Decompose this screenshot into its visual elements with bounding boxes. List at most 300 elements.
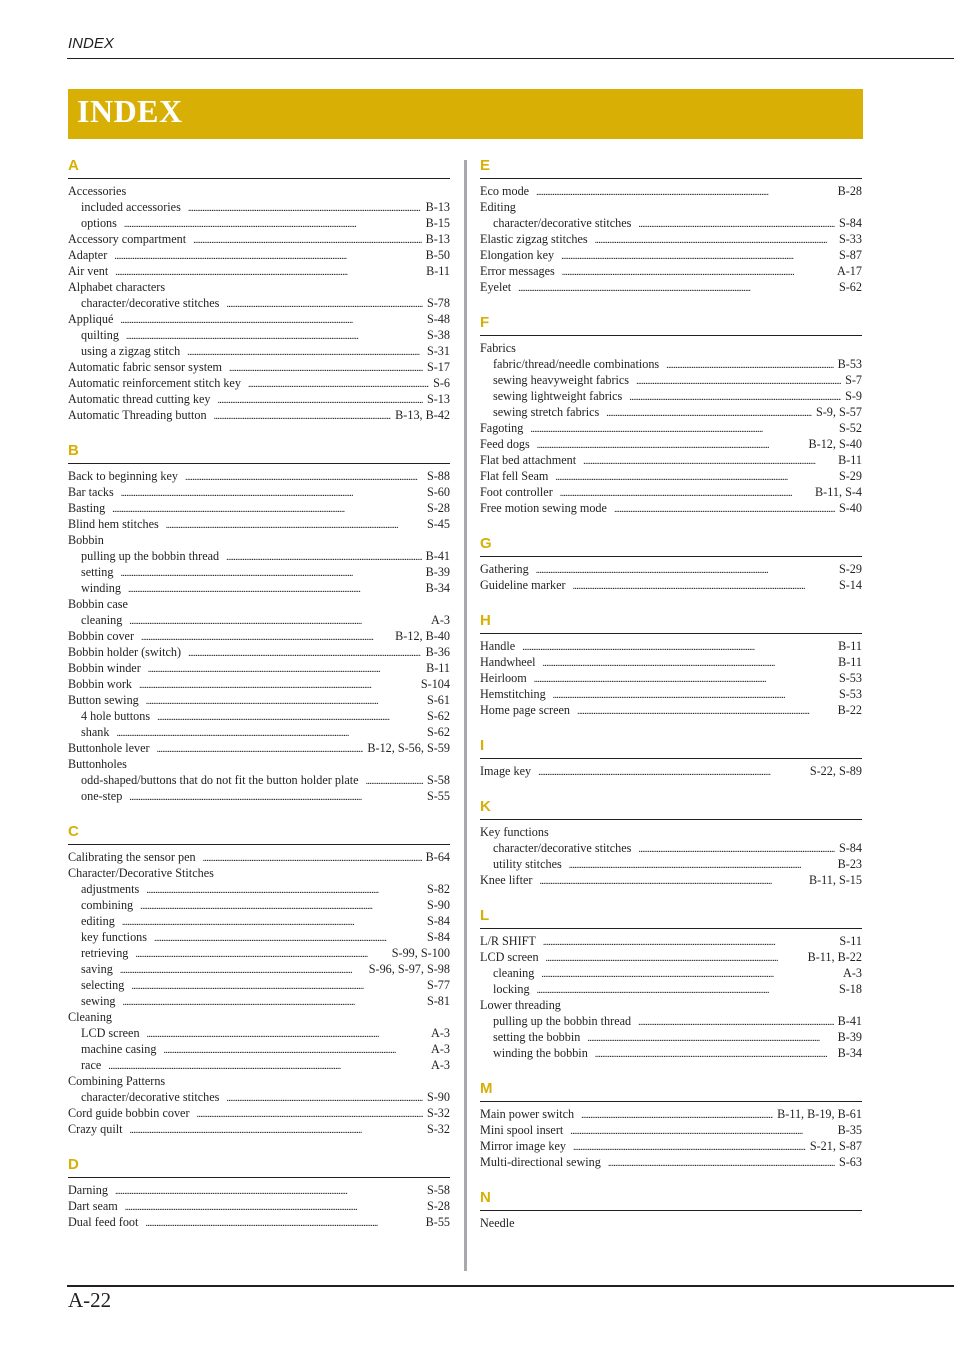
index-entry xyxy=(68,1041,450,1057)
entry-term: Gathering xyxy=(480,562,529,576)
section-letter: G xyxy=(480,532,862,557)
entry-term: LCD screen xyxy=(81,1026,140,1040)
entry-term: Guideline marker xyxy=(480,578,566,592)
entry-term: Combining Patterns xyxy=(68,1074,166,1088)
index-entry xyxy=(68,596,450,612)
entry-term: Error messages xyxy=(480,264,555,278)
entry-page-ref: S-58 xyxy=(426,773,450,787)
entry-page-ref: S-40 xyxy=(838,501,862,515)
index-entry xyxy=(68,359,450,375)
index-entry xyxy=(68,692,450,708)
entry-term: Adapter xyxy=(68,248,108,262)
index-section-e xyxy=(480,154,862,295)
dot-leader xyxy=(214,407,392,425)
entry-page-ref: S-21, S-87 xyxy=(809,1139,862,1153)
entry-page-ref: S-32 xyxy=(426,1106,450,1120)
entry-page-ref: S-81 xyxy=(426,994,450,1008)
index-section-i xyxy=(480,734,862,779)
entry-term: locking xyxy=(493,982,530,996)
entry-term: selecting xyxy=(81,978,125,992)
entry-term: Button sewing xyxy=(68,693,139,707)
entry-term: editing xyxy=(81,914,115,928)
index-entry xyxy=(480,1106,862,1122)
entry-term: character/decorative stitches xyxy=(81,1090,220,1104)
dot-leader xyxy=(129,788,423,806)
dot-leader xyxy=(595,1045,834,1063)
entry-term: 4 hole buttons xyxy=(81,709,151,723)
index-entry xyxy=(68,500,450,516)
entry-page-ref: S-9, S-57 xyxy=(815,405,862,419)
entry-term: Accessories xyxy=(68,184,127,198)
entry-term: Dart seam xyxy=(68,1199,118,1213)
index-entry xyxy=(480,199,862,215)
entry-term: Main power switch xyxy=(480,1107,575,1121)
entry-term: Bobbin work xyxy=(68,677,132,691)
entry-term: Fabrics xyxy=(480,341,516,355)
entry-page-ref: S-11 xyxy=(839,934,862,948)
index-entry xyxy=(68,1025,450,1041)
entry-term: key functions xyxy=(81,930,148,944)
section-letter: C xyxy=(68,820,450,845)
column-divider xyxy=(464,160,467,1271)
index-entry xyxy=(68,993,450,1009)
entry-page-ref: A-3 xyxy=(431,1026,450,1040)
index-entry xyxy=(480,638,862,654)
entry-page-ref: B-36 xyxy=(425,645,450,659)
index-entry xyxy=(480,356,862,372)
footer-rule xyxy=(67,1285,954,1287)
index-section-b xyxy=(68,439,450,804)
entry-page-ref: S-52 xyxy=(838,421,862,435)
entry-page-ref: S-29 xyxy=(838,562,862,576)
entry-term: saving xyxy=(81,962,113,976)
index-entry xyxy=(480,1029,862,1045)
entry-term: using a zigzag stitch xyxy=(81,344,181,358)
entry-term: LCD screen xyxy=(480,950,539,964)
entry-term: Automatic fabric sensor system xyxy=(68,360,222,374)
page-title: INDEX xyxy=(77,93,183,129)
dot-leader xyxy=(608,1154,835,1172)
index-entry xyxy=(68,612,450,628)
index-entry xyxy=(480,263,862,279)
entry-page-ref: S-6 xyxy=(433,376,450,390)
entry-page-ref: B-13 xyxy=(425,232,450,246)
index-entry xyxy=(480,500,862,516)
index-entry xyxy=(68,628,450,644)
entry-term: Image key xyxy=(480,764,532,778)
entry-term: Accessory compartment xyxy=(68,232,187,246)
entry-page-ref: S-77 xyxy=(426,978,450,992)
entry-term: Multi-directional sewing xyxy=(480,1155,601,1169)
index-section-c xyxy=(68,820,450,1137)
index-entry xyxy=(68,279,450,295)
entry-term: sewing lightweight fabrics xyxy=(493,389,623,403)
entry-term: sewing xyxy=(81,994,116,1008)
entry-page-ref: S-38 xyxy=(426,328,450,342)
entry-page-ref: B-11, B-19, B-61 xyxy=(777,1107,862,1121)
entry-term: combining xyxy=(81,898,134,912)
entry-page-ref: S-18 xyxy=(838,982,862,996)
header-rule xyxy=(67,58,954,59)
entry-term: Bar tacks xyxy=(68,485,114,499)
dot-leader xyxy=(614,500,835,518)
index-entry xyxy=(68,708,450,724)
index-entry xyxy=(68,548,450,564)
entry-page-ref: S-104 xyxy=(420,677,450,691)
dot-leader xyxy=(573,577,835,595)
index-entry xyxy=(68,1073,450,1089)
index-entry xyxy=(68,1198,450,1214)
dot-leader xyxy=(203,849,422,867)
entry-term: cleaning xyxy=(493,966,535,980)
entry-term: cleaning xyxy=(81,613,123,627)
entry-term: Fagoting xyxy=(480,421,524,435)
index-entry xyxy=(68,468,450,484)
dot-leader xyxy=(539,872,805,890)
entry-page-ref: S-7 xyxy=(845,373,862,387)
index-entry xyxy=(68,660,450,676)
index-entry xyxy=(480,215,862,231)
entry-page-ref: S-90 xyxy=(426,1090,450,1104)
entry-term: Eco mode xyxy=(480,184,530,198)
index-section-f xyxy=(480,311,862,516)
index-column-right xyxy=(480,154,862,1247)
entry-term: Calibrating the sensor pen xyxy=(68,850,196,864)
index-entry xyxy=(480,279,862,295)
index-section-d xyxy=(68,1153,450,1230)
index-entry xyxy=(68,295,450,311)
entry-term: pulling up the bobbin thread xyxy=(493,1014,632,1028)
entry-term: Cleaning xyxy=(68,1010,113,1024)
entry-page-ref: S-22, S-89 xyxy=(809,764,862,778)
entry-page-ref: B-11, S-15 xyxy=(808,873,862,887)
index-entry xyxy=(68,199,450,215)
index-entry xyxy=(480,183,862,199)
entry-term: machine casing xyxy=(81,1042,157,1056)
dot-leader xyxy=(166,516,423,534)
index-entry xyxy=(68,865,450,881)
section-letter: N xyxy=(480,1186,862,1211)
entry-page-ref: S-87 xyxy=(838,248,862,262)
index-entry xyxy=(480,965,862,981)
entry-term: Bobbin case xyxy=(68,597,128,611)
index-section-n xyxy=(480,1186,862,1231)
entry-term: Mirror image key xyxy=(480,1139,566,1153)
entry-page-ref: B-53 xyxy=(837,357,862,371)
entry-term: Key functions xyxy=(480,825,549,839)
entry-page-ref: A-3 xyxy=(431,613,450,627)
entry-term: Bobbin holder (switch) xyxy=(68,645,182,659)
entry-page-ref: B-11 xyxy=(426,264,450,278)
index-entry xyxy=(68,881,450,897)
index-entry xyxy=(480,340,862,356)
entry-page-ref: B-11, B-22 xyxy=(807,950,862,964)
entry-page-ref: S-58 xyxy=(426,1183,450,1197)
entry-term: Air vent xyxy=(68,264,109,278)
entry-page-ref: S-53 xyxy=(838,687,862,701)
entry-page-ref: S-28 xyxy=(426,501,450,515)
section-letter: B xyxy=(68,439,450,464)
dot-leader xyxy=(536,183,834,201)
index-entry xyxy=(480,670,862,686)
index-section-l xyxy=(480,904,862,1061)
dot-leader xyxy=(518,279,835,297)
index-entry xyxy=(480,404,862,420)
entry-term: race xyxy=(81,1058,102,1072)
entry-term: odd-shaped/buttons that do not fit the button holder plate xyxy=(81,773,359,787)
index-entry xyxy=(480,702,862,718)
entry-term: retrieving xyxy=(81,946,129,960)
index-entry xyxy=(480,686,862,702)
entry-page-ref: B-11 xyxy=(838,639,862,653)
index-entry xyxy=(480,420,862,436)
index-entry xyxy=(68,516,450,532)
entry-page-ref: B-15 xyxy=(425,216,450,230)
entry-page-ref: S-32 xyxy=(426,1122,450,1136)
entry-term: Back to beginning key xyxy=(68,469,179,483)
index-entry xyxy=(480,840,862,856)
section-letter: M xyxy=(480,1077,862,1102)
entry-page-ref: S-96, S-97, S-98 xyxy=(368,962,450,976)
entry-page-ref: B-64 xyxy=(425,850,450,864)
index-entry xyxy=(68,1214,450,1230)
entry-page-ref: S-82 xyxy=(426,882,450,896)
index-entry xyxy=(480,933,862,949)
entry-page-ref: B-34 xyxy=(425,581,450,595)
index-section-m xyxy=(480,1077,862,1170)
index-column-left xyxy=(68,154,450,1246)
entry-page-ref: B-11 xyxy=(426,661,450,675)
index-entry xyxy=(68,849,450,865)
entry-term: Crazy quilt xyxy=(68,1122,123,1136)
entry-term: setting xyxy=(81,565,114,579)
entry-page-ref: S-33 xyxy=(838,232,862,246)
index-entry xyxy=(68,183,450,199)
entry-term: Bobbin xyxy=(68,533,104,547)
index-entry xyxy=(480,577,862,593)
entry-term: Blind hem stitches xyxy=(68,517,159,531)
index-entry xyxy=(68,1057,450,1073)
entry-page-ref: S-99, S-100 xyxy=(391,946,450,960)
index-entry xyxy=(68,215,450,231)
section-letter: F xyxy=(480,311,862,336)
index-entry xyxy=(480,1154,862,1170)
entry-term: L/R SHIFT xyxy=(480,934,536,948)
dot-leader xyxy=(157,740,364,758)
dot-leader xyxy=(538,763,806,781)
index-entry xyxy=(480,436,862,452)
entry-term: Needle xyxy=(480,1216,515,1230)
entry-term: Hemstitching xyxy=(480,687,546,701)
entry-term: Free motion sewing mode xyxy=(480,501,607,515)
section-letter: A xyxy=(68,154,450,179)
index-section-h xyxy=(480,609,862,718)
entry-term: Heirloom xyxy=(480,671,527,685)
title-banner xyxy=(68,89,863,139)
index-entry xyxy=(68,1121,450,1137)
index-entry xyxy=(68,263,450,279)
entry-page-ref: S-62 xyxy=(838,280,862,294)
entry-page-ref: B-34 xyxy=(837,1046,862,1060)
index-entry xyxy=(68,913,450,929)
index-entry xyxy=(68,247,450,263)
entry-term: character/decorative stitches xyxy=(493,841,632,855)
entry-term: options xyxy=(81,216,117,230)
entry-page-ref: S-55 xyxy=(426,789,450,803)
entry-page-ref: S-13 xyxy=(426,392,450,406)
index-entry xyxy=(68,740,450,756)
entry-page-ref: B-39 xyxy=(425,565,450,579)
entry-term: Eyelet xyxy=(480,280,512,294)
entry-page-ref: S-78 xyxy=(426,296,450,310)
section-letter: D xyxy=(68,1153,450,1178)
entry-term: utility stitches xyxy=(493,857,562,871)
entry-term: Home page screen xyxy=(480,703,571,717)
entry-page-ref: B-11, S-4 xyxy=(815,485,862,499)
entry-term: Flat fell Seam xyxy=(480,469,549,483)
entry-term: Lower threading xyxy=(480,998,561,1012)
entry-page-ref: S-31 xyxy=(426,344,450,358)
entry-term: setting the bobbin xyxy=(493,1030,581,1044)
entry-page-ref: B-12, S-56, S-59 xyxy=(367,741,450,755)
entry-page-ref: S-45 xyxy=(426,517,450,531)
entry-page-ref: B-55 xyxy=(425,1215,450,1229)
entry-term: adjustments xyxy=(81,882,140,896)
entry-term: Bobbin winder xyxy=(68,661,141,675)
index-entry xyxy=(480,654,862,670)
entry-term: pulling up the bobbin thread xyxy=(81,549,220,563)
entry-page-ref: B-13, B-42 xyxy=(395,408,450,422)
index-entry xyxy=(480,452,862,468)
entry-term: winding xyxy=(81,581,121,595)
entry-page-ref: A-3 xyxy=(431,1042,450,1056)
entry-page-ref: S-28 xyxy=(426,1199,450,1213)
index-entry xyxy=(68,343,450,359)
entry-page-ref: S-90 xyxy=(426,898,450,912)
index-entry xyxy=(68,1089,450,1105)
entry-page-ref: B-41 xyxy=(837,1014,862,1028)
entry-term: Elongation key xyxy=(480,248,555,262)
index-entry xyxy=(68,644,450,660)
entry-term: Automatic reinforcement stitch key xyxy=(68,376,241,390)
entry-page-ref: B-39 xyxy=(837,1030,862,1044)
section-letter: K xyxy=(480,795,862,820)
index-entry xyxy=(480,981,862,997)
entry-term: Flat bed attachment xyxy=(480,453,577,467)
dot-leader xyxy=(537,981,835,999)
entry-page-ref: B-11 xyxy=(838,453,862,467)
entry-term: Automatic Threading button xyxy=(68,408,207,422)
index-entry xyxy=(480,372,862,388)
index-entry xyxy=(68,961,450,977)
entry-term: Character/Decorative Stitches xyxy=(68,866,214,880)
entry-term: character/decorative stitches xyxy=(81,296,220,310)
entry-term: Handle xyxy=(480,639,516,653)
dot-leader xyxy=(130,1121,423,1139)
entry-page-ref: B-22 xyxy=(837,703,862,717)
section-letter: H xyxy=(480,609,862,634)
entry-term: sewing heavyweight fabrics xyxy=(493,373,630,387)
index-entry xyxy=(68,724,450,740)
index-entry xyxy=(68,1105,450,1121)
index-entry xyxy=(480,484,862,500)
index-entry xyxy=(68,375,450,391)
index-entry xyxy=(480,856,862,872)
entry-page-ref: S-29 xyxy=(838,469,862,483)
entry-term: Alphabet characters xyxy=(68,280,166,294)
entry-page-ref: S-84 xyxy=(838,841,862,855)
entry-page-ref: B-23 xyxy=(837,857,862,871)
entry-term: Cord guide bobbin cover xyxy=(68,1106,190,1120)
entry-page-ref: A-3 xyxy=(431,1058,450,1072)
entry-page-ref: B-11 xyxy=(838,655,862,669)
entry-term: included accessories xyxy=(81,200,181,214)
page-number: A-22 xyxy=(68,1288,112,1312)
index-entry xyxy=(68,407,450,423)
entry-page-ref: S-84 xyxy=(426,930,450,944)
entry-term: winding the bobbin xyxy=(493,1046,588,1060)
entry-page-ref: S-84 xyxy=(838,216,862,230)
entry-page-ref: A-3 xyxy=(843,966,862,980)
index-entry xyxy=(480,1138,862,1154)
entry-page-ref: B-50 xyxy=(425,248,450,262)
index-entry xyxy=(480,1215,862,1231)
index-entry xyxy=(68,311,450,327)
index-section-g xyxy=(480,532,862,593)
entry-term: Basting xyxy=(68,501,106,515)
index-entry xyxy=(68,929,450,945)
index-entry xyxy=(68,327,450,343)
index-entry xyxy=(68,756,450,772)
entry-term: Elastic zigzag stitches xyxy=(480,232,588,246)
index-entry xyxy=(68,676,450,692)
entry-page-ref: S-48 xyxy=(426,312,450,326)
dot-leader xyxy=(123,993,423,1011)
index-entry xyxy=(68,391,450,407)
index-entry xyxy=(68,897,450,913)
index-section-a xyxy=(68,154,450,423)
entry-term: one-step xyxy=(81,789,123,803)
entry-term: Dual feed foot xyxy=(68,1215,139,1229)
index-entry xyxy=(480,949,862,965)
index-entry xyxy=(68,564,450,580)
section-letter: I xyxy=(480,734,862,759)
index-entry xyxy=(68,977,450,993)
entry-term: character/decorative stitches xyxy=(493,216,632,230)
index-entry xyxy=(68,532,450,548)
entry-term: fabric/thread/needle combinations xyxy=(493,357,660,371)
index-entry xyxy=(68,580,450,596)
entry-page-ref: B-12, B-40 xyxy=(395,629,450,643)
index-entry xyxy=(480,872,862,888)
entry-page-ref: S-62 xyxy=(426,725,450,739)
entry-term: sewing stretch fabrics xyxy=(493,405,600,419)
index-entry xyxy=(480,824,862,840)
entry-term: Feed dogs xyxy=(480,437,530,451)
entry-term: Editing xyxy=(480,200,516,214)
index-entry xyxy=(68,788,450,804)
entry-term: Buttonhole lever xyxy=(68,741,150,755)
section-letter: E xyxy=(480,154,862,179)
entry-page-ref: S-84 xyxy=(426,914,450,928)
entry-page-ref: B-12, S-40 xyxy=(808,437,862,451)
entry-term: Bobbin cover xyxy=(68,629,135,643)
index-entry xyxy=(68,231,450,247)
entry-term: Appliqué xyxy=(68,312,114,326)
index-entry xyxy=(68,1009,450,1025)
entry-page-ref: A-17 xyxy=(836,264,862,278)
entry-page-ref: B-35 xyxy=(837,1123,862,1137)
